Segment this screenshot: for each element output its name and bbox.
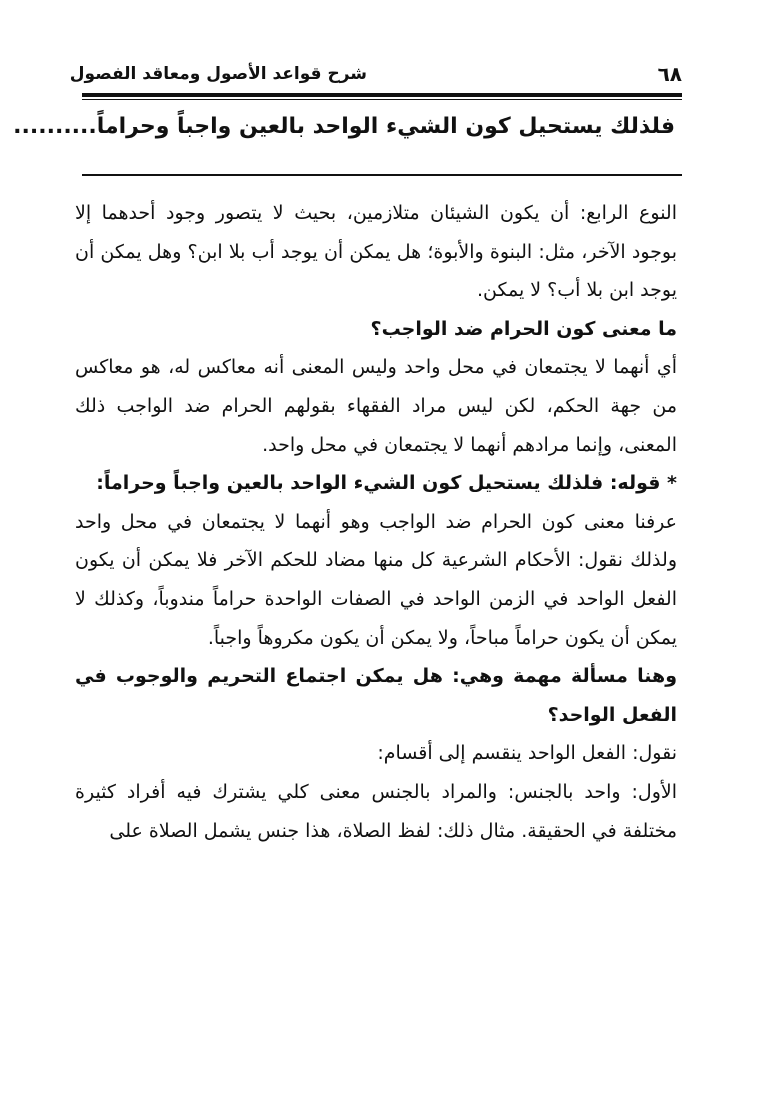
matn-divider	[82, 174, 682, 176]
paragraph-first-type: الأول: واحد بالجنس: والمراد بالجنس معنى كلي يشترك فيه أفراد كثيرة مختلفة في الحقيقة. مثال ذلك: لفظ الصلاة، هذا جنس يشمل الصلاة على	[75, 780, 677, 842]
commentary-body	[75, 194, 677, 850]
running-title: شرح قواعد الأصول ومعاقد الفصول	[69, 64, 367, 84]
page-number: ٦٨	[657, 62, 682, 86]
quote-heading: * قوله: فلذلك يستحيل كون الشيء الواحد بالعين واجباً وحراماً:	[96, 472, 677, 495]
header-rule-thick	[82, 93, 682, 97]
matn-quote: فلذلك يستحيل كون الشيء الواحد بالعين واجباً وحراماً..........	[13, 114, 675, 139]
paragraph-fourth-type: النوع الرابع: أن يكون الشيئان متلازمين، بحيث لا يتصور وجود أحدهما إلا بوجود الآخر، مثل: البنوة والأبوة؛ هل يمكن أن يوجد أب بلا ابن؟ وهل يمكن أن يوجد ابن بلا أب؟ لا يمكن.	[75, 202, 677, 302]
paragraph-answer: أي أنهما لا يجتمعان في محل واحد وليس المعنى أنه معاكس له، هو معاكس من جهة الحكم، لكن ليس مراد الفقهاء بقولهم الحرام ضد الواجب ذلك المعنى، وإنما مرادهم أنهما لا يجتمعان في محل واحد.	[75, 356, 677, 456]
important-issue-heading: وهنا مسألة مهمة وهي: هل يمكن اجتماع التحريم والوجوب في الفعل الواحد؟	[75, 665, 677, 726]
paragraph-explanation: عرفنا معنى كون الحرام ضد الواجب وهو أنهما لا يجتمعان في محل واحد ولذلك نقول: الأحكام الشرعية كل منها مضاد للحكم الآخر فلا يمكن أن يكون الفعل الواحد في الزمن الواحد في الصفات الواحدة حراماً مندوباً، وكذلك لا يمكن أن يكون حراماً مباحاً، ولا يمكن أن يكون مكروهاً واجباً.	[75, 510, 677, 649]
running-header	[69, 62, 682, 90]
header-rule-thin	[82, 99, 682, 100]
question-heading: ما معنى كون الحرام ضد الواجب؟	[370, 317, 677, 340]
paragraph-division: نقول: الفعل الواحد ينقسم إلى أقسام:	[377, 742, 677, 765]
